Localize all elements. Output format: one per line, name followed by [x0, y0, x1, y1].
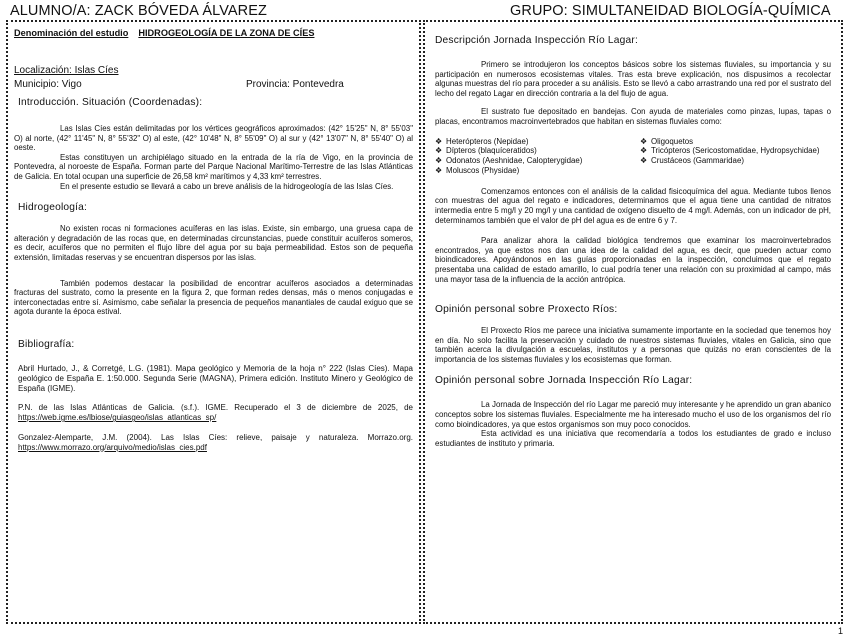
species-item	[435, 146, 640, 156]
species-list-col1	[435, 137, 640, 176]
description-paragraph-3: Comenzamos entonces con el análisis de la calidad fisicoquímica del agua. Mediante tubos llenos con muestras del agua del regato e indicadores, determinamos que el agua tiene una cantidad de nitratos intermedia entre 5 mg/l y 20 mg/l y una cantidad de oxígeno disuelto de 4 mg/l. Además, con un indicador de pH, determinamos también que el valor de pH del agua es de entre 6 y 7.	[435, 186, 831, 225]
species-item-label: Heterópteros (Nepidae)	[446, 136, 529, 146]
intro-heading: Introducción. Situación (Coordenadas):	[18, 97, 203, 108]
species-item	[640, 137, 820, 147]
species-item-label: Dípteros (blaquíceratidos)	[446, 146, 537, 156]
bullet-diamond-icon: ❖	[435, 156, 443, 166]
municipality-row	[14, 79, 413, 92]
species-item	[640, 146, 820, 156]
intro-paragraph-3: En el presente estudio se llevará a cabo un breve análisis de la hidrogeología de las Islas Cíes.	[60, 181, 394, 191]
province: Provincia: Pontevedra	[246, 79, 344, 90]
species-item	[435, 166, 640, 176]
opinion-proxecto-paragraph: El Proxecto Ríos me parece una iniciativa sumamente importante en la sociedad que tenemos hoy en día. No solo facilita la preservación y cuidado de nuestros sistemas fluviales, vitales en Galicia, sino que también acerca la divulgación a escuelas, institutos y a personas que quizás no eran conscientes de la importancia de los sistemas fluviales y los ecosistemas que forman.	[435, 326, 831, 364]
description-paragraph-2: El sustrato fue depositado en bandejas. Con ayuda de materiales como pinzas, lupas, tapas o placas, encontramos macroinvertebrados que habitan en sistemas fluviales como:	[435, 107, 831, 126]
study-line	[14, 28, 413, 38]
bullet-diamond-icon: ❖	[640, 136, 648, 146]
left-panel	[6, 20, 421, 624]
bibliography-heading: Bibliografía:	[18, 338, 75, 350]
description-paragraph-1: Primero se introdujeron los conceptos básicos sobre los sistemas fluviales, su importancia y su participación en numerosos ecosistemas vitales. Tras esta breve explicación, nos dispusimos a recolectar algunas muestras del río para proceder a su análisis. Esto se llevó a cabo arrastrando una red por el sustrato del lecho del regato Lagar en dirección contraria a la del flujo de agua.	[435, 60, 831, 98]
bullet-diamond-icon: ❖	[435, 146, 443, 156]
bibliography-link-2[interactable]: https://www.morrazo.org/arquivo/medio/islas_cies.pdf	[18, 442, 207, 452]
opinion-jornada-heading: Opinión personal sobre Jornada Inspección Río Lagar:	[435, 375, 693, 387]
intro-paragraph-1: Las Islas Cíes están delimitadas por los vértices geográficos aproximados: (42° 15'25" N, 8° 55'03" O) al norte, (42° 11'45" N, 8° 55'32" O) al este, (42° 10'48" N, 8° 55'09" O) al sur y (42° 13'07" N, 8° 55'40" O) al oeste.	[14, 124, 413, 153]
bullet-diamond-icon: ❖	[640, 156, 648, 166]
hydro-paragraph-2: También podemos destacar la posibilidad de encontrar acuíferos asociados a determinadas fracturas del sustrato, como la presente en la figura 2, que forman redes densas, más o menos conjugadas e interconectadas entre sí. Asimismo, cabe señalar la presencia de pequeños manantiales de caudal exiguo que se agota durante la época estival.	[14, 278, 413, 317]
species-item	[435, 156, 640, 166]
page-number: 1	[837, 626, 843, 636]
municipality: Municipio: Vigo	[14, 79, 82, 90]
bullet-diamond-icon: ❖	[435, 165, 443, 175]
species-item-label: Moluscos (Physidae)	[446, 165, 520, 175]
bibliography-entry-3	[18, 433, 413, 453]
species-item-label: Crustáceos (Gammaridae)	[651, 156, 744, 166]
intro-paragraph-2: Estas constituyen un archipiélago situado en la entrada de la ría de Vigo, en la provincia de Pontevedra, al noroeste de España. Forman parte del Parque Nacional Marítimo-Terrestre de las Islas Atlánticas de Galicia. En total ocupan una superficie de 26,58 km² marítimos y 4,33 km² terrestres.	[14, 152, 413, 181]
hydro-heading: Hidrogeología:	[18, 202, 88, 214]
bibliography-entry-1: Abril Hurtado, J., & Corretgé, L.G. (1981). Mapa geológico y Memoria de la hoja n° 222 (Islas Cíes). Mapa geológico de España E. 1:50.000. Segunda Serie (MAGNA), Primera edición. Instituto Minero y Geológico de España (IGME).	[18, 363, 413, 393]
opinion-jornada-paragraph-2: Esta actividad es una iniciativa que recomendaría a todos los estudiantes de grado e incluso estudiantes de instituto y primaria.	[435, 429, 831, 448]
right-panel	[423, 20, 843, 624]
study-label: Denominación del estudio	[14, 28, 129, 38]
group-name: GRUPO: SIMULTANEIDAD BIOLOGÍA-QUÍMICA	[510, 3, 831, 19]
bibliography-entry-2-text: P.N. de las Islas Atlánticas de Galicia. (s.f.). IGME. Recuperado el 3 de diciembre de 2025, de	[18, 403, 413, 413]
bibliography-entry-2	[18, 403, 413, 423]
species-item-label: Oligoquetos	[651, 136, 694, 146]
bibliography-entry-3-text: Gonzalez-Alemparte, J.M. (2004). Las Islas Cíes: relieve, paisaje y naturaleza. Morrazo.org.	[18, 432, 413, 442]
study-title: HIDROGEOLOGÍA DE LA ZONA DE CÍES	[138, 28, 315, 38]
student-name: ALUMNO/A: ZACK BÓVEDA ÁLVAREZ	[10, 3, 267, 19]
description-heading: Descripción Jornada Inspección Río Lagar:	[435, 35, 639, 46]
species-item-label: Tricópteros (Sericostomatidae, Hydropsychidae)	[651, 146, 820, 156]
species-item-label: Odonatos (Aeshnidae, Calopterygidae)	[446, 156, 583, 166]
bullet-diamond-icon: ❖	[640, 146, 648, 156]
bibliography-link-1[interactable]: https://web.igme.es/lbiose/guiasgeo/islas_atlanticas_sp/	[18, 413, 217, 423]
species-list	[435, 137, 831, 176]
species-list-col2	[640, 137, 820, 176]
description-paragraph-4: Para analizar ahora la calidad biológica tendremos que examinar los macroinvertebrados encontrados, ya que estos nos dan una idea de la calidad del agua, es decir, que pueden actuar como bioindicadores. Apoyándonos en las guías proporcionadas en la inspección, concluimos que el regato presentaba una calidad de estado amarillo, lo cual podría tener una relación con su proximidad al campo, más una mayor tasa de la influencia de la acción antrópica.	[435, 236, 831, 284]
bullet-diamond-icon: ❖	[435, 136, 443, 146]
species-item	[435, 137, 640, 147]
opinion-jornada-paragraph-1: La Jornada de Inspección del río Lagar me pareció muy interesante y he aprendido un gran abanico conceptos sobre los sistemas fluviales. Especialmente me ha interesado mucho el uso de los organismos del río como bioindicadores, ya que estos organismos son muy poco conocidos.	[435, 400, 831, 429]
species-item	[640, 156, 820, 166]
location: Localización: Islas Cíes	[14, 65, 119, 76]
opinion-proxecto-heading: Opinión personal sobre Proxecto Ríos:	[435, 304, 618, 316]
hydro-paragraph-1: No existen rocas ni formaciones acuíferas en las islas. Existe, sin embargo, una gruesa capa de alteración y degradación de las rocas que, en determinadas circunstancias, puede constituir acuíferos someros, es decir, acuíferos que no permiten el flujo libre del agua por su baja permeabilidad. Estos son de pequeña extensión, limitadas reservas y se encuentran dispersos por las islas.	[14, 224, 413, 262]
